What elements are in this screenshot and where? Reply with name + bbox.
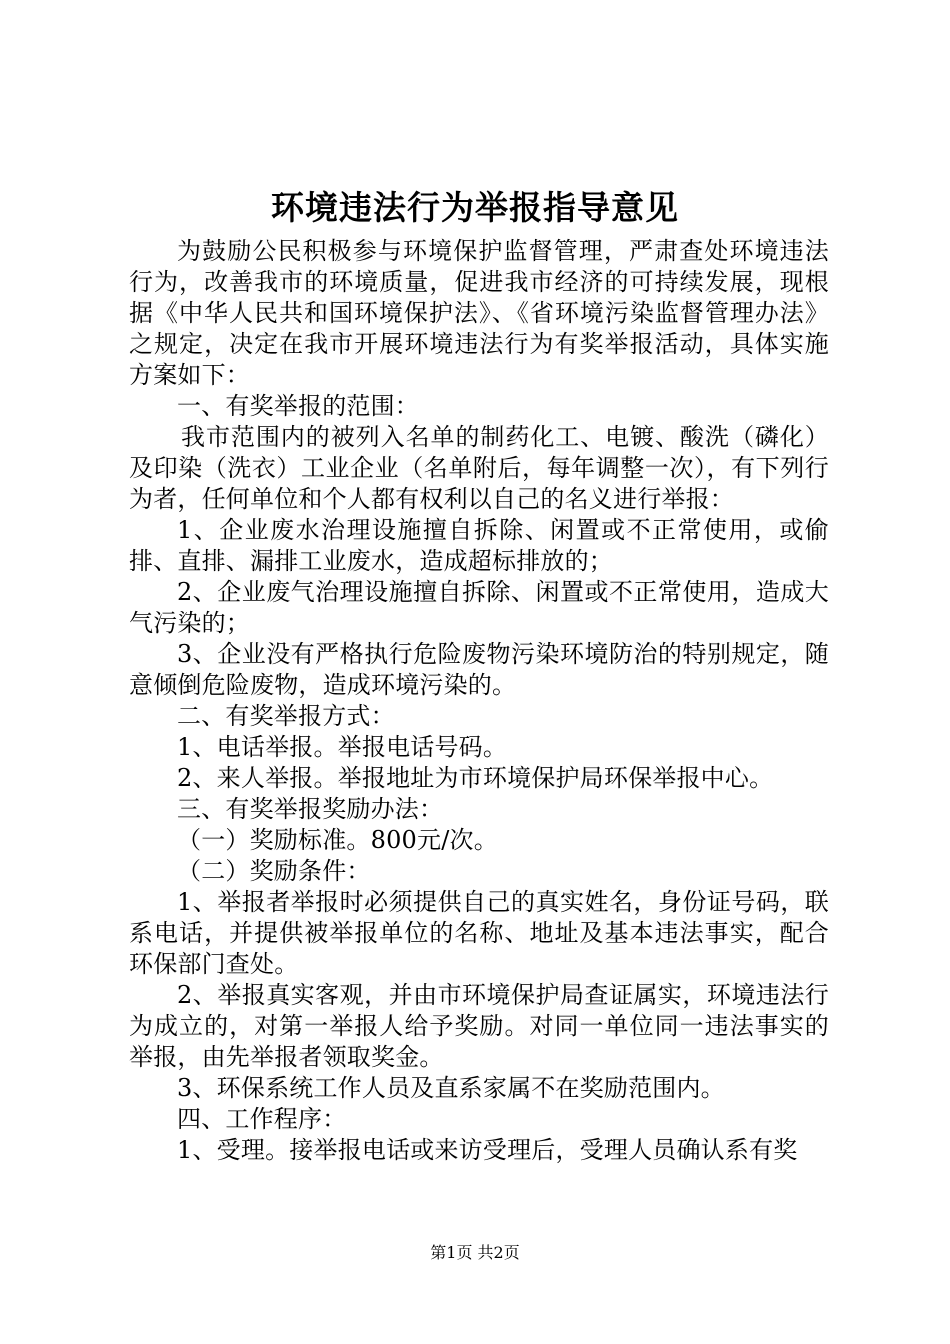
list-item: 1、受理。接举报电话或来访受理后，受理人员确认系有奖 xyxy=(177,1136,798,1164)
list-item: 1、企业废水治理设施擅自拆除、闲置或不正常使用，或偷排、直排、漏排工业废水，造成超标排放的； xyxy=(129,516,829,575)
list-item: 2、企业废气治理设施擅自拆除、闲置或不正常使用，造成大气污染的； xyxy=(129,578,829,637)
list-item: 3、环保系统工作人员及直系家属不在奖励范围内。 xyxy=(177,1074,725,1102)
paragraph-scope: 我市范围内的被列入名单的制药化工、电镀、酸洗（磷化）及印染（洗衣）工业企业（名单附后，每年调整一次），有下列行为者，任何单位和个人都有权利以自己的名义进行举报： xyxy=(129,423,829,513)
section-heading-3: 三、有奖举报奖励办法： xyxy=(177,795,444,823)
document-body xyxy=(129,236,829,1166)
list-item: 1、举报者举报时必须提供自己的真实姓名，身份证号码，联系电话，并提供被举报单位的名称、地址及基本违法事实，配合环保部门查处。 xyxy=(129,888,829,978)
section-heading-2: 二、有奖举报方式： xyxy=(177,702,395,730)
page-number-footer: 第1页 共2页 xyxy=(430,1243,520,1262)
section-heading-4: 四、工作程序： xyxy=(177,1105,347,1133)
subsection-heading: （一）奖励标准。800元/次。 xyxy=(177,826,498,854)
list-item: 2、来人举报。举报地址为市环境保护局环保举报中心。 xyxy=(177,764,774,792)
document-title: 环境违法行为举报指导意见 xyxy=(271,188,679,227)
list-item: 1、电话举报。举报电话号码。 xyxy=(177,733,508,761)
paragraph-intro: 为鼓励公民积极参与环境保护监督管理，严肃查处环境违法行为，改善我市的环境质量，促进我市经济的可持续发展，现根据《中华人民共和国环境保护法》、《省环境污染监督管理办法》之规定，决定在我市开展环境违法行为有奖举报活动，具体实施方案如下： xyxy=(129,237,829,389)
list-item: 3、企业没有严格执行危险废物污染环境防治的特别规定，随意倾倒危险废物，造成环境污染的。 xyxy=(129,640,829,699)
subsection-heading: （二）奖励条件： xyxy=(177,857,371,885)
section-heading-1: 一、有奖举报的范围： xyxy=(177,392,419,420)
list-item: 2、举报真实客观，并由市环境保护局查证属实，环境违法行为成立的，对第一举报人给予奖励。对同一单位同一违法事实的举报，由先举报者领取奖金。 xyxy=(129,981,829,1071)
